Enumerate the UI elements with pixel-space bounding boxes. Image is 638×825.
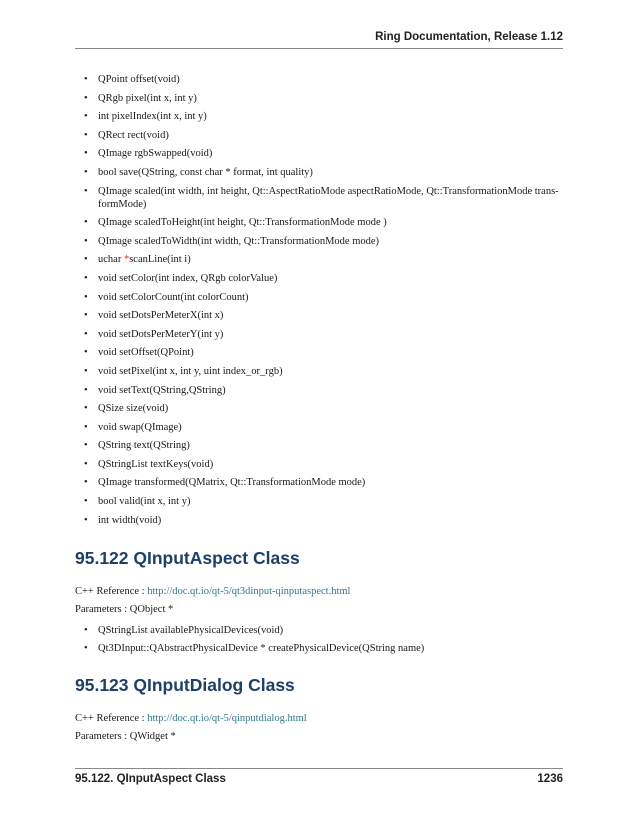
- list-item: • QStringList textKeys(void): [84, 458, 563, 471]
- list-item-text: uchar: [98, 254, 124, 266]
- pointer-star: *: [123, 254, 130, 266]
- list-item: • void setPixel(int x, int y, uint index_or_rgb): [84, 365, 563, 378]
- list-item: • QImage transformed(QMatrix, Qt::TransformationMode mode): [84, 476, 563, 489]
- list-item: • QImage rgbSwapped(void): [84, 147, 563, 160]
- running-footer: [75, 773, 563, 785]
- list-item: • QPoint offset(void): [84, 73, 563, 86]
- list-item: • bool save(QString, const char * format, int quality): [84, 166, 563, 179]
- list-item: • void setColorCount(int colorCount): [84, 291, 563, 304]
- list-item: • int width(void): [84, 514, 563, 527]
- list-item: • QString text(QString): [84, 439, 563, 452]
- list-item: • QStringList availablePhysicalDevices(void): [84, 624, 563, 637]
- list-item: • Qt3DInput::QAbstractPhysicalDevice * createPhysicalDevice(QString name): [84, 642, 563, 655]
- list-item: [84, 253, 563, 266]
- list-item: • void setText(QString,QString): [84, 384, 563, 397]
- footer-divider: [75, 768, 563, 769]
- list-item: • bool valid(int x, int y): [84, 495, 563, 508]
- page-number: 1236: [537, 773, 563, 785]
- list-item: • QRgb pixel(int x, int y): [84, 92, 563, 105]
- list-item: • void setDotsPerMeterY(int y): [84, 328, 563, 341]
- list-item: • void setOffset(QPoint): [84, 346, 563, 359]
- list-item: • QRect rect(void): [84, 129, 563, 142]
- parameters-text: Parameters : QWidget *: [75, 731, 176, 743]
- page-content: [75, 73, 563, 743]
- reference-link[interactable]: http://doc.qt.io/qt-5/qinputdialog.html: [147, 713, 307, 725]
- section-heading: 95.122 QInputAspect Class: [75, 547, 300, 568]
- list-item: • void swap(QImage): [84, 421, 563, 434]
- running-header: Ring Documentation, Release 1.12: [375, 31, 563, 43]
- list-item: • QImage scaledToWidth(int width, Qt::TransformationMode mode): [84, 235, 563, 248]
- footer-section-title: 95.122. QInputAspect Class: [75, 773, 226, 785]
- qimage-method-list: [75, 73, 563, 527]
- reference-link[interactable]: http://doc.qt.io/qt-5/qt3dinput-qinputaspect.html: [147, 585, 351, 597]
- header-divider: [75, 48, 563, 49]
- reference-label: C++ Reference :: [75, 585, 148, 597]
- list-item-line: formMode): [98, 198, 147, 210]
- list-item: [84, 185, 563, 211]
- section-heading: 95.123 QInputDialog Class: [75, 675, 295, 696]
- list-item: • int pixelIndex(int x, int y): [84, 110, 563, 123]
- reference-label: C++ Reference :: [75, 713, 148, 725]
- list-item-text: scanLine(int i): [129, 254, 191, 266]
- list-item-line: QImage scaled(int width, int height, Qt::AspectRatioMode aspectRatioMode, Qt::TransformationMode trans-: [98, 185, 559, 197]
- list-item: • void setDotsPerMeterX(int x): [84, 309, 563, 322]
- parameters-text: Parameters : QObject *: [75, 603, 174, 615]
- list-item: • void setColor(int index, QRgb colorValue): [84, 272, 563, 285]
- cpp-reference: [75, 585, 563, 598]
- list-item: • QImage scaledToHeight(int height, Qt::TransformationMode mode ): [84, 216, 563, 229]
- cpp-reference: [75, 712, 563, 725]
- qinputaspect-method-list: [75, 624, 563, 656]
- list-item: • QSize size(void): [84, 402, 563, 415]
